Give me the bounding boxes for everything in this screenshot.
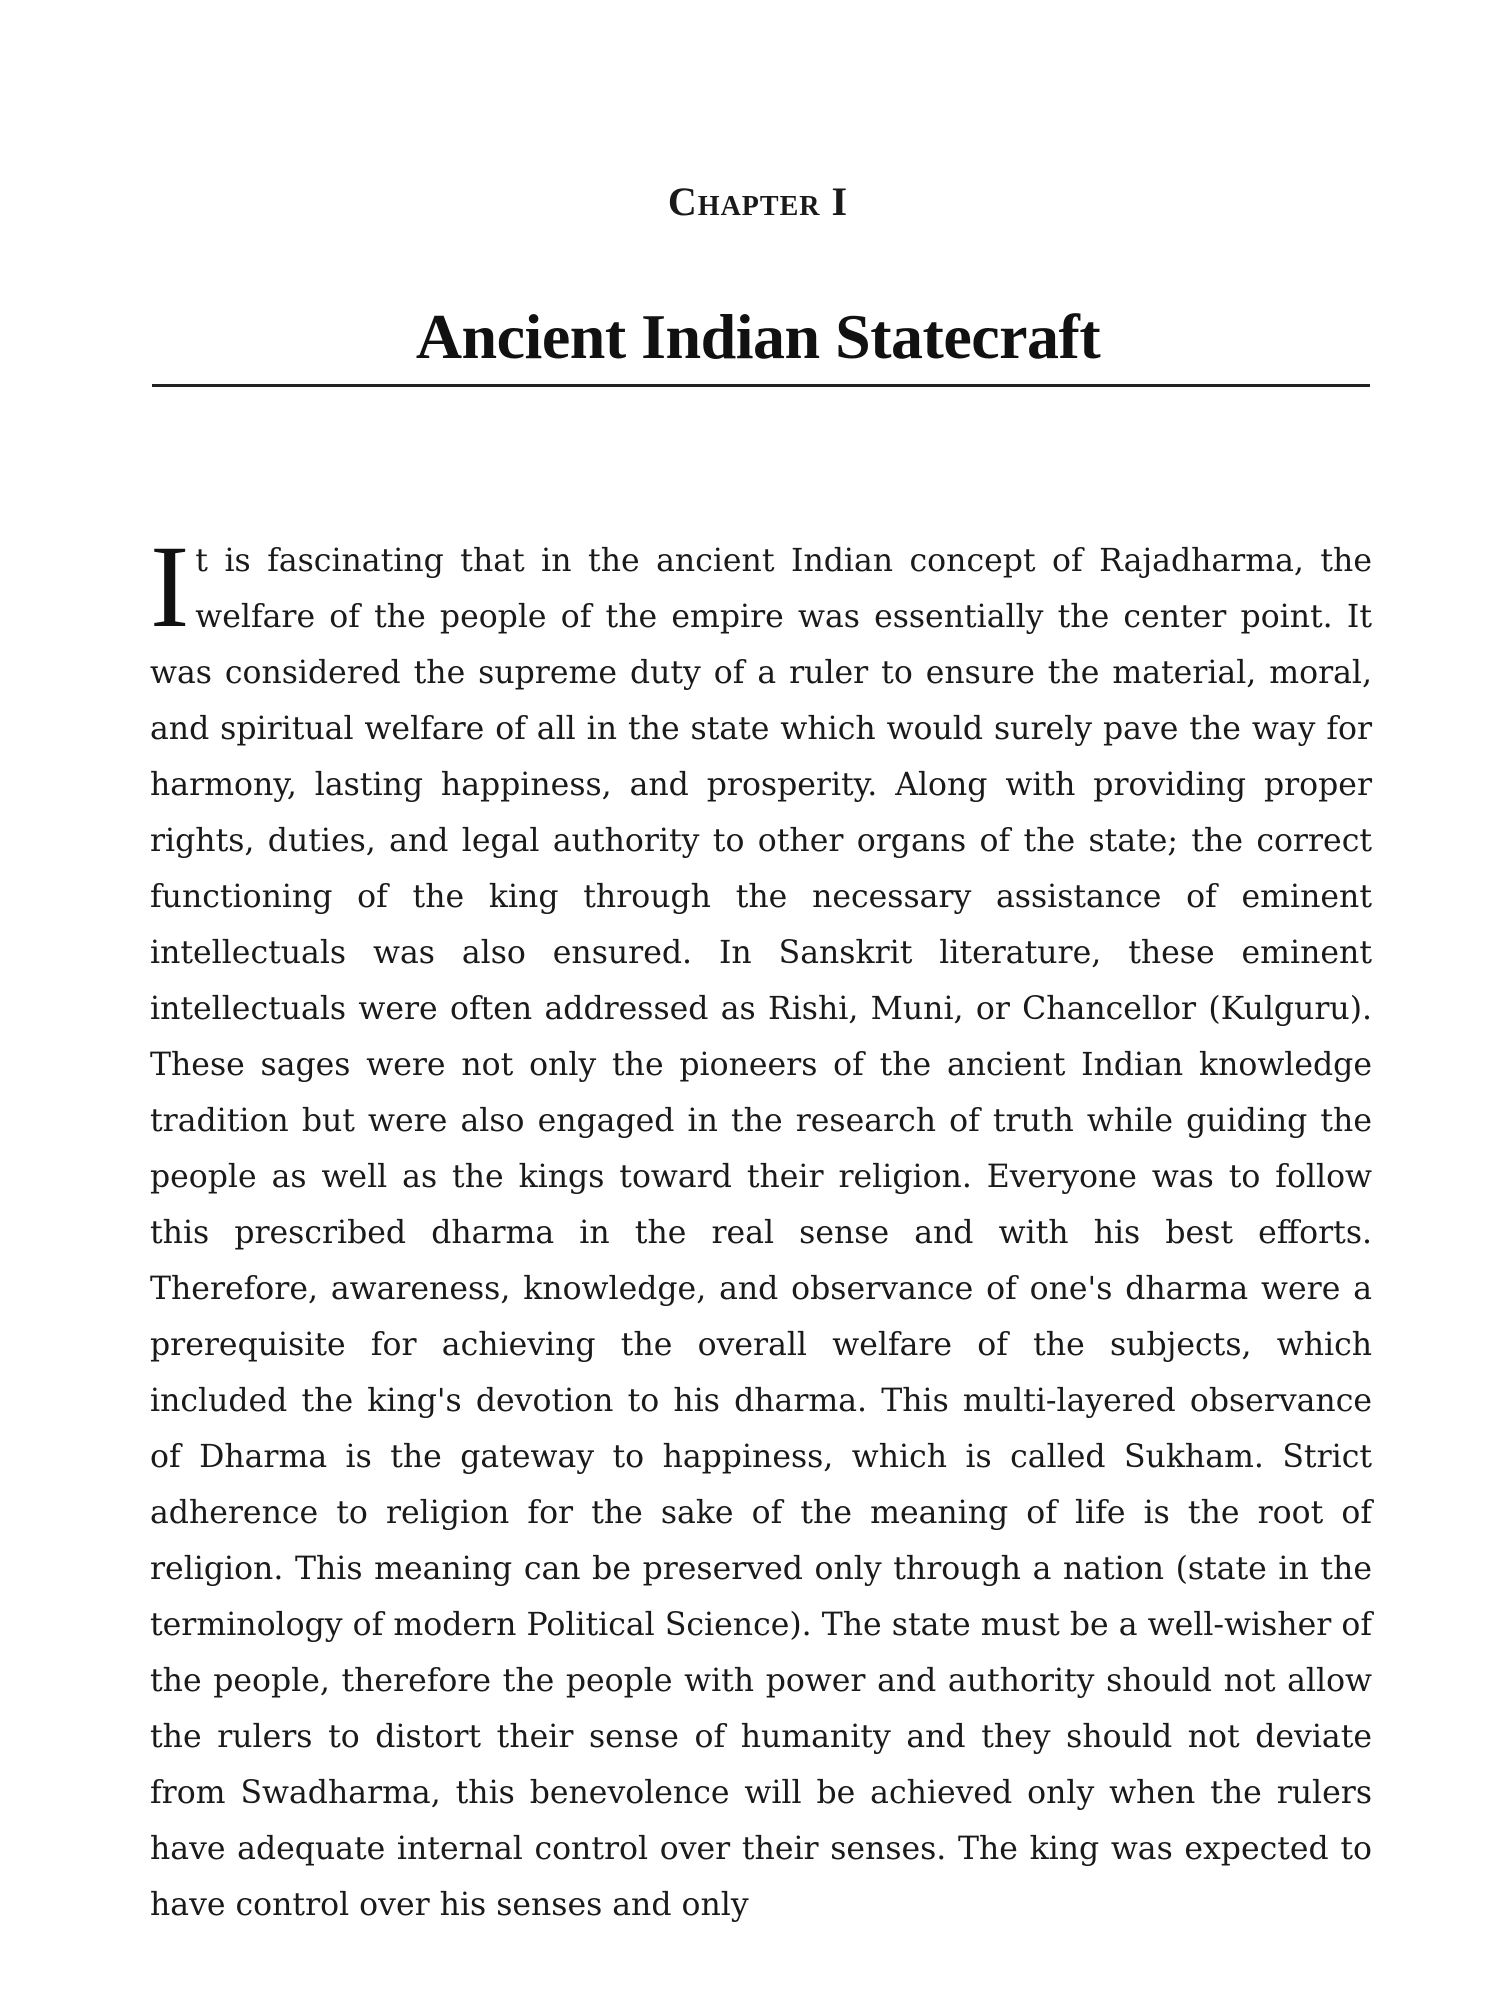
drop-cap: I [150,521,190,652]
chapter-title: Ancient Indian Statecraft [415,301,1101,372]
paragraph-text: t is fascinating that in the ancient Indian concept of Rajadharma, the welfare of the people of the empire was essentially the center point. It was considered the supreme duty of a ruler to ensure the material, moral, and spiritual welfare of all in the state which would surely pave the way for harmony, lasting happiness, and prosperity. Along with providing proper rights, duties, and legal authority to other organs of the state; the correct functioning of the king through the necessary assistance of eminent intellectuals was also ensured. In Sanskrit literature, these eminent intellectuals were often addressed as Rishi, Muni, or Chancellor (Kulguru). These sages were not only the pioneers of the ancient Indian knowledge tradition but were also engaged in the research of truth while guiding the people as well as the kings toward their religion. Everyone was to follow this prescribed dharma in the real sense and with his best efforts. Therefore, awareness, knowledge, and observance of one's dharma were a prerequisite for achieving the overall welfare of the subjects, which included the king's devotion to his dharma. This multi-layered observance of Dharma is the gateway to happiness, which is called Sukham. Strict adherence to religion for the sake of the meaning of life is the root of religion. This meaning can be preserved only through a nation (state in the terminology of modern Political Science). The state must be a well-wisher of the people, therefore the people with power and authority should not allow the rulers to distort their sense of humanity and they should not deviate from Swadharma, this benevolence will be achieved only when the rulers have adequate internal control over their senses. The king was expected to have control over his senses and only [150,543,1372,1923]
title-underline-rule [152,384,1370,387]
chapter-label: Chapter I [667,179,849,224]
body-paragraph [150,521,1372,1933]
